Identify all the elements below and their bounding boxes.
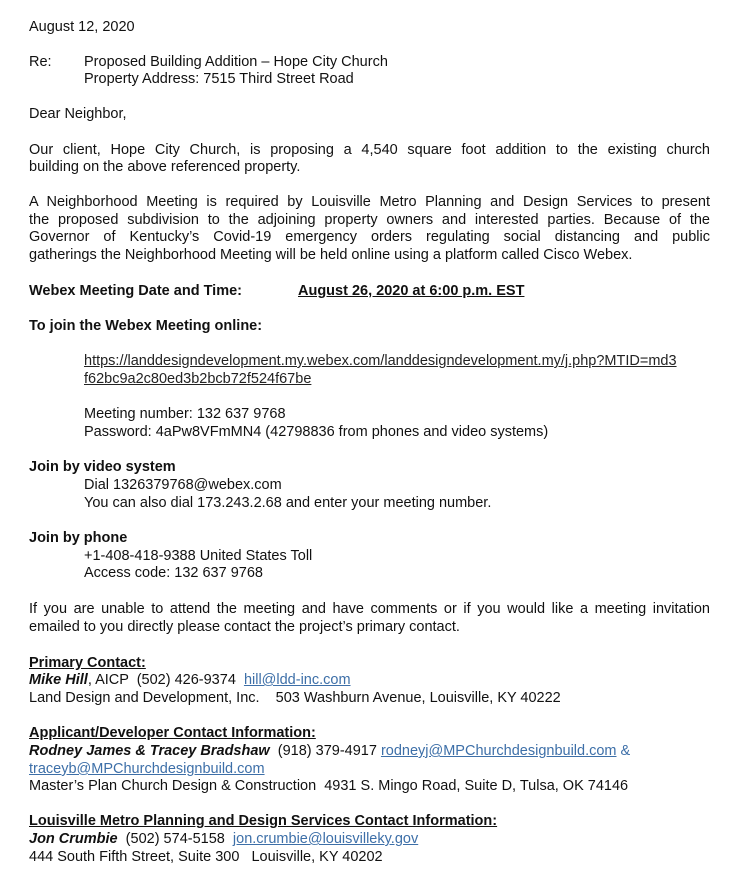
primary-contact-details: , AICP (502) 426-9374 — [87, 672, 244, 688]
phone-access-code: Access code: 132 637 9768 — [84, 565, 263, 581]
applicant-phone: (918) 379-4917 — [269, 743, 381, 759]
applicant-address: Master’s Plan Church Design & Construction 4931 S. Mingo Road, Suite D, Tulsa, OK 74146 — [29, 778, 629, 794]
letter-date: August 12, 2020 — [29, 19, 135, 35]
metro-contact-email[interactable]: jon.crumbie@louisvilleky.gov — [232, 831, 419, 847]
unable-line: emailed to you directly please contact the project’s primary contact. — [29, 619, 460, 635]
applicant-name: Rodney James & Tracey Bradshaw — [29, 743, 270, 759]
para2-line: Governor of Kentucky’s Covid-19 emergency orders regulating social distancing and public — [29, 229, 710, 245]
primary-contact-address: Land Design and Development, Inc. 503 Washburn Avenue, Louisville, KY 40222 — [29, 690, 561, 706]
re-subject: Proposed Building Addition – Hope City Church — [84, 54, 388, 70]
re-label: Re: — [29, 54, 52, 70]
primary-contact-heading: Primary Contact: — [29, 655, 146, 671]
para2-line: gatherings the Neighborhood Meeting will be held online using a platform called Cisco Webex. — [29, 247, 633, 263]
video-dial: Dial 1326379768@webex.com — [84, 477, 282, 493]
meeting-label: Webex Meeting Date and Time: — [29, 283, 242, 299]
meeting-number: Meeting number: 132 637 9768 — [84, 406, 286, 422]
para2-line: A Neighborhood Meeting is required by Louisville Metro Planning and Design Services to present — [29, 194, 710, 210]
applicant-email-1[interactable]: rodneyj@MPChurchdesignbuild.com — [380, 743, 617, 759]
para2-line: the proposed subdivision to the adjoining property owners and interested parties. Because of the — [29, 212, 710, 228]
metro-contact-phone: (502) 574-5158 — [117, 831, 233, 847]
applicant-ampersand: & — [616, 743, 631, 759]
applicant-contact-line — [29, 743, 630, 760]
applicant-email-2[interactable]: traceyb@MPChurchdesignbuild.com — [29, 761, 265, 777]
webex-url-link-cont[interactable]: f62bc9a2c80ed3b2bcb72f524f67be — [84, 371, 312, 387]
metro-contact-name: Jon Crumbie — [29, 831, 118, 847]
unable-line: If you are unable to attend the meeting and have comments or if you would like a meeting invitation — [29, 601, 710, 617]
phone-number: +1-408-418-9388 United States Toll — [84, 548, 313, 564]
video-alt-dial: You can also dial 173.243.2.68 and enter your meeting number. — [84, 495, 492, 511]
primary-contact-email[interactable]: hill@ldd-inc.com — [243, 672, 351, 688]
primary-contact-line — [29, 672, 351, 689]
re-address: Property Address: 7515 Third Street Road — [84, 71, 354, 87]
salutation: Dear Neighbor, — [29, 106, 127, 122]
join-online-heading: To join the Webex Meeting online: — [29, 318, 263, 334]
para1-line: building on the above referenced property. — [29, 159, 301, 175]
metro-contact-address: 444 South Fifth Street, Suite 300 Louisville, KY 40202 — [29, 849, 383, 865]
para1-line: Our client, Hope City Church, is proposing a 4,540 square foot addition to the existing church — [29, 142, 710, 158]
applicant-heading: Applicant/Developer Contact Information: — [29, 725, 316, 741]
join-video-heading: Join by video system — [29, 459, 176, 475]
join-phone-heading: Join by phone — [29, 530, 128, 546]
meeting-password: Password: 4aPw8VFmMN4 (42798836 from phones and video systems) — [84, 424, 549, 440]
metro-heading: Louisville Metro Planning and Design Services Contact Information: — [29, 813, 498, 829]
meeting-date-time: August 26, 2020 at 6:00 p.m. EST — [298, 283, 525, 299]
primary-contact-name: Mike Hill — [29, 672, 88, 688]
metro-contact-line — [29, 831, 418, 848]
webex-url-link[interactable]: https://landdesigndevelopment.my.webex.com/landdesigndevelopment.my/j.php?MTID=md3 — [84, 353, 677, 369]
